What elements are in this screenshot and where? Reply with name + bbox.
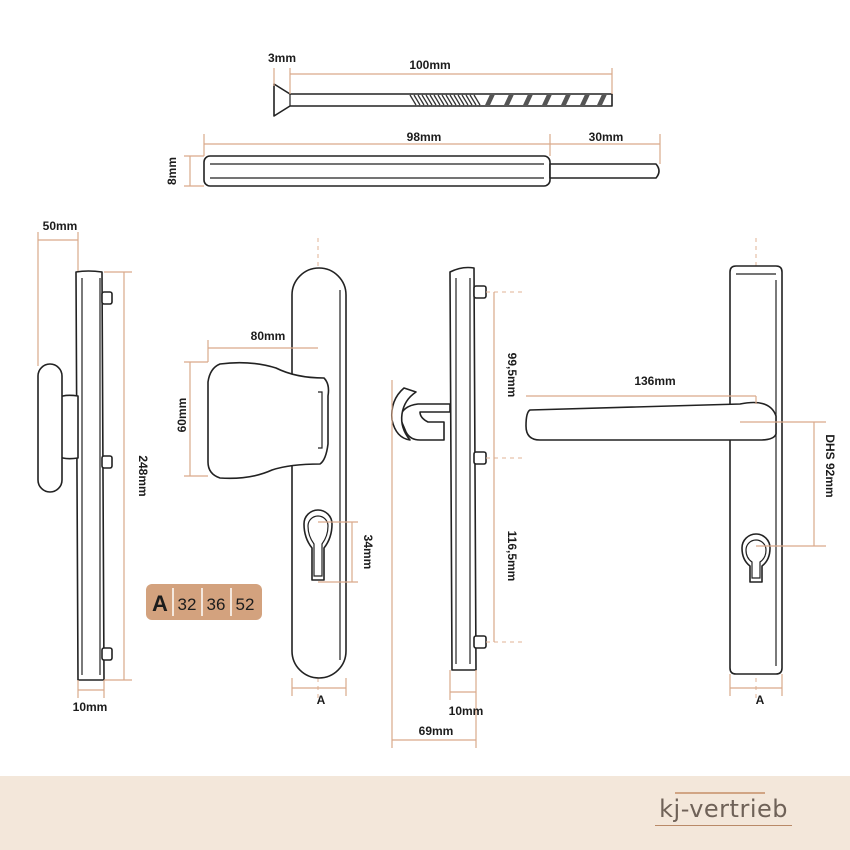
handle-length-label: 136mm <box>634 374 676 388</box>
knob-front-view <box>184 238 358 700</box>
lever-side-view <box>392 268 524 749</box>
plate-width-a-label-1: A <box>316 693 326 707</box>
dhs-label: DHS 92mm <box>823 434 837 498</box>
brand-accent-line <box>675 792 765 794</box>
footer-bar <box>0 776 850 850</box>
brand-logo[interactable]: kj-vertrieb <box>655 795 792 826</box>
lower-fixing-label: 116,5mm <box>505 530 519 582</box>
upper-fixing-label: 99,5mm <box>505 352 519 398</box>
spindle-length-label: 98mm <box>406 130 442 144</box>
knob-height-label: 60mm <box>175 397 189 433</box>
spindle-tip-label: 30mm <box>588 130 624 144</box>
lever-front-view <box>526 238 826 700</box>
knob-projection-label: 50mm <box>42 219 78 233</box>
handle-projection-label: 69mm <box>418 724 454 738</box>
badge-value-3: 52 <box>235 595 255 614</box>
plate-width-a-label-2: A <box>755 693 765 707</box>
plate-depth-mid-label: 10mm <box>448 704 484 718</box>
knob-width-label: 80mm <box>250 329 286 343</box>
spindle-square-label: 8mm <box>165 156 179 186</box>
plate-depth-left-label: 10mm <box>72 700 108 714</box>
badge-value-1: 32 <box>177 595 197 614</box>
badge-value-2: 36 <box>206 595 226 614</box>
screw-length-label: 100mm <box>409 58 451 72</box>
cylinder-hole-label: 34mm <box>361 534 375 570</box>
plate-width-badge <box>146 584 262 620</box>
screw-head-label: 3mm <box>267 51 297 65</box>
plate-height-label: 248mm <box>136 455 150 497</box>
screw-drawing <box>274 68 612 116</box>
knob-side-view <box>38 232 132 698</box>
badge-key: A <box>152 591 168 616</box>
